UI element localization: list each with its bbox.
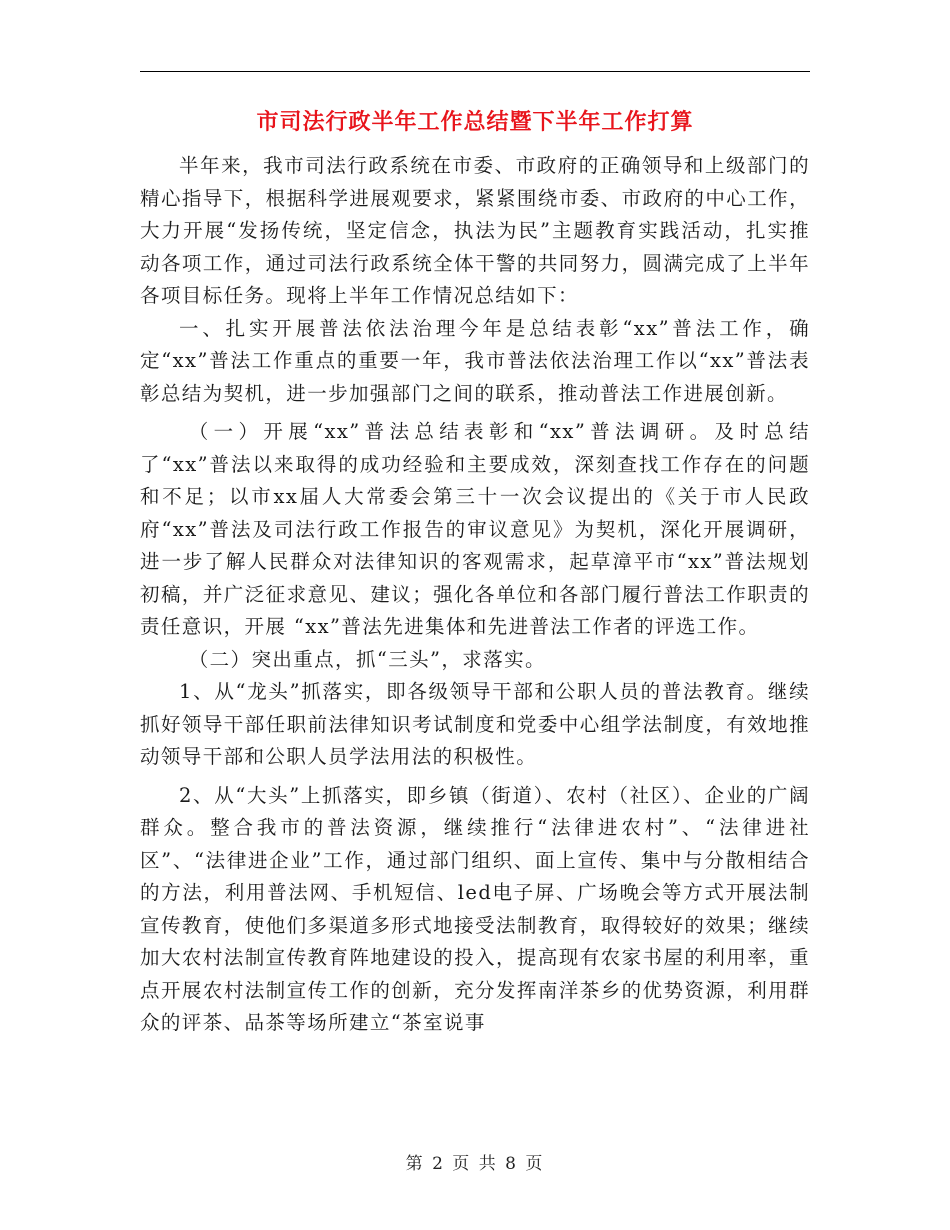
paragraph-item-two: 2、从“大头”上抓落实，即乡镇（街道）、农村（社区）、企业的广阔群众。整合我市的普法资源，继续推行“法律进农村”、“法律进社区”、“法律进企业”工作，通过部门组织、面上宣传、集中与分散相结合的方法，利用普法网、手机短信、led电子屏、广场晚会等方式开展法制宣传教育，使他们多渠道多形式地接受法制教育，取得较好的效果；继续加大农村法制宣传教育阵地建设的投入，提高现有农家书屋的利用率，重点开展农村法制宣传工作的创新，充分发挥南洋茶乡的优势资源，利用群众的评茶、品茶等场所建立“茶室说事 bbox=[140, 783, 810, 1034]
paragraph-subsection-one: （一）开展“xx”普法总结表彰和“xx”普法调研。及时总结了“xx”普法以来取得的成功经验和主要成效，深刻查找工作存在的问题和不足；以市xx届人大常委会第三十一次会议提出的《关于市人民政府“xx”普法及司法行政工作报告的审议意见》为契机，深化开展调研，进一步了解人民群众对法律知识的客观需求，起草漳平市“xx”普法规划初稿，并广泛征求意见、建议；强化各单位和各部门履行普法工作职责的责任意识，开展 “xx”普法先进集体和先进普法工作者的评选工作。 bbox=[140, 420, 810, 638]
paragraph-subsection-two: （二）突出重点，抓“三头”，求落实。 bbox=[188, 647, 546, 671]
document-body bbox=[140, 150, 810, 1040]
header-rule bbox=[140, 71, 810, 72]
paragraph-item-one: 1、从“龙头”抓落实，即各级领导干部和公职人员的普法教育。继续抓好领导干部任职前法律知识考试制度和党委中心组学法制度，有效地推动领导干部和公职人员学法用法的积极性。 bbox=[140, 680, 810, 768]
paragraph-section-one: 一、扎实开展普法依法治理今年是总结表彰“xx”普法工作，确定“xx”普法工作重点的重要一年，我市普法依法治理工作以“xx”普法表彰总结为契机，进一步加强部门之间的联系，推动普法工作进展创新。 bbox=[140, 316, 810, 405]
document-title: 市司法行政半年工作总结暨下半年工作打算 bbox=[256, 110, 694, 135]
page-number: 第 2 页 共 8 页 bbox=[405, 1154, 545, 1174]
paragraph-intro: 半年来，我市司法行政系统在市委、市政府的正确领导和上级部门的精心指导下，根据科学进展观要求，紧紧围绕市委、市政府的中心工作，大力开展“发扬传统，坚定信念，执法为民”主题教育实践活动，扎实推动各项工作，通过司法行政系统全体干警的共同努力，圆满完成了上半年各项目标任务。现将上半年工作情况总结如下： bbox=[140, 154, 810, 307]
